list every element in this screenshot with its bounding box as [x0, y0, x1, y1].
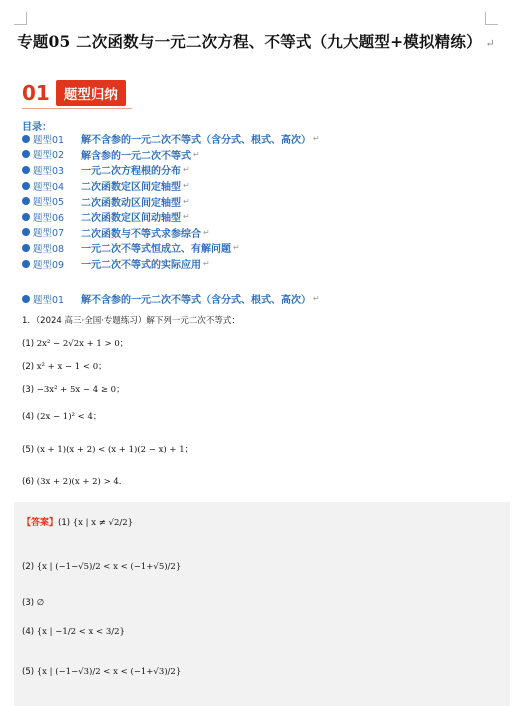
toc-item-number: 题型04: [33, 181, 65, 193]
toc-item[interactable]: [22, 193, 320, 209]
title-text: 专题05 二次函数与一元二次方程、不等式（九大题型+模拟精练）: [17, 32, 482, 51]
item-number: (6): [22, 477, 35, 487]
answer-number: (5): [22, 667, 35, 677]
answer-item: [22, 627, 125, 637]
bullet-icon: [22, 135, 30, 143]
bullet-icon: [22, 260, 30, 268]
crop-mark-top-left: [14, 12, 27, 25]
paragraph-mark-icon: ↵: [481, 37, 495, 50]
answer-label: 【答案】: [22, 518, 59, 528]
subsection-heading: [22, 291, 320, 306]
paragraph-mark-icon: ↵: [313, 134, 320, 144]
item-expression: −3x² + 5x − 4 ≥ 0；: [36, 385, 125, 395]
answer-item: [22, 667, 181, 677]
item-number: (4): [22, 412, 35, 422]
bullet-icon: [22, 295, 30, 303]
answer-expression: {x | x ≠ √2/2}: [72, 518, 134, 528]
paragraph-mark-icon: ↵: [233, 243, 240, 253]
answer-expression: ∅: [36, 598, 45, 608]
toc-item-number: 题型02: [33, 150, 65, 162]
paragraph-mark-icon: ↵: [203, 259, 210, 269]
paragraph-mark-icon: ↵: [203, 227, 210, 237]
toc-item-name: 解含参的一元二次不等式: [81, 150, 191, 162]
toc-title: 目录：: [22, 122, 52, 133]
bullet-icon: [22, 228, 30, 236]
problem-intro-text: 1．（2024 高三·全国·专题练习）解下列一元二次不等式：: [22, 316, 240, 326]
bullet-icon: [22, 150, 30, 158]
toc-item[interactable]: [22, 147, 320, 163]
toc-item[interactable]: [22, 131, 320, 147]
toc-item-name: 一元二次方程根的分布: [81, 166, 181, 178]
bullet-icon: [22, 244, 30, 252]
item-expression: (x + 1)(x + 2) < (x + 1)(2 − x) + 1；: [36, 445, 194, 455]
table-of-contents: [22, 131, 320, 271]
bullet-icon: [22, 166, 30, 174]
section-header: [22, 80, 126, 106]
problem-item: [22, 475, 127, 487]
item-number: (1): [22, 339, 35, 349]
toc-item-name: 二次函数定区间定轴型: [81, 182, 181, 194]
problem-item: [22, 443, 193, 455]
paragraph-mark-icon: ↵: [183, 165, 190, 175]
answer-expression: {x | −1/2 < x < 3/2}: [36, 627, 125, 637]
item-number: (2): [22, 362, 35, 372]
problem-item: [22, 383, 125, 395]
answer-item: [22, 598, 44, 608]
item-expression: x² + x − 1 < 0；: [36, 362, 107, 372]
paragraph-mark-icon: ↵: [193, 149, 200, 159]
toc-item-number: 题型07: [33, 228, 65, 240]
toc-item-number: 题型06: [33, 212, 65, 224]
answer-number: (3): [22, 598, 35, 608]
answer-expression: {x | (−1−√3)/2 < x < (−1+√3)/2}: [36, 667, 182, 677]
toc-item-name: 二次函数定区间动轴型: [81, 213, 181, 225]
bullet-icon: [22, 182, 30, 190]
toc-item-name: 二次函数动区间定轴型: [81, 197, 181, 209]
item-number: (3): [22, 385, 35, 395]
problem-item: [22, 360, 107, 372]
answer-item: [22, 515, 133, 528]
paragraph-mark-icon: ↵: [183, 181, 190, 191]
bullet-icon: [22, 197, 30, 205]
paragraph-mark-icon: ↵: [183, 196, 190, 206]
toc-item[interactable]: [22, 240, 320, 256]
toc-item[interactable]: [22, 225, 320, 241]
item-expression: 2x² − 2√2x + 1 > 0；: [36, 339, 129, 349]
answer-number: (1): [58, 518, 71, 528]
item-expression: (3x + 2)(x + 2) > 4．: [36, 477, 128, 487]
problem-item: [22, 337, 128, 349]
toc-item-name: 一元二次不等式的实际应用: [81, 260, 201, 272]
crop-mark-top-right: [485, 12, 498, 25]
answer-expression: {x | (−1−√5)/2 < x < (−1+√5)/2}: [36, 562, 182, 572]
section-label: 题型归纳: [56, 80, 126, 106]
toc-item-number: 题型05: [33, 197, 65, 209]
item-expression: (2x − 1)² < 4；: [36, 412, 102, 422]
heading-number: 题型01: [33, 294, 65, 306]
section-number: 01: [22, 81, 50, 105]
problem-intro: [22, 314, 240, 326]
paragraph-mark-icon: ↵: [183, 212, 190, 222]
document-title: [0, 30, 512, 52]
toc-item[interactable]: [22, 178, 320, 194]
toc-item-number: 题型09: [33, 259, 65, 271]
problem-item: [22, 410, 101, 422]
toc-item-number: 题型08: [33, 243, 65, 255]
answer-item: [22, 562, 181, 572]
answer-number: (2): [22, 562, 35, 572]
toc-item[interactable]: [22, 256, 320, 272]
toc-item[interactable]: [22, 162, 320, 178]
section-underline: [22, 108, 132, 109]
toc-item-number: 题型01: [33, 134, 65, 146]
toc-item-number: 题型03: [33, 165, 65, 177]
toc-item-name: 二次函数与不等式求参综合: [81, 228, 201, 240]
heading-name: 解不含参的一元二次不等式（含分式、根式、高次）: [81, 295, 311, 306]
toc-item-name: 解不含参的一元二次不等式（含分式、根式、高次）: [81, 135, 311, 147]
toc-item-name: 一元二次不等式恒成立、有解问题: [81, 244, 231, 256]
answer-number: (4): [22, 627, 35, 637]
paragraph-mark-icon: ↵: [313, 294, 320, 303]
bullet-icon: [22, 213, 30, 221]
item-number: (5): [22, 445, 35, 455]
toc-item[interactable]: [22, 209, 320, 225]
